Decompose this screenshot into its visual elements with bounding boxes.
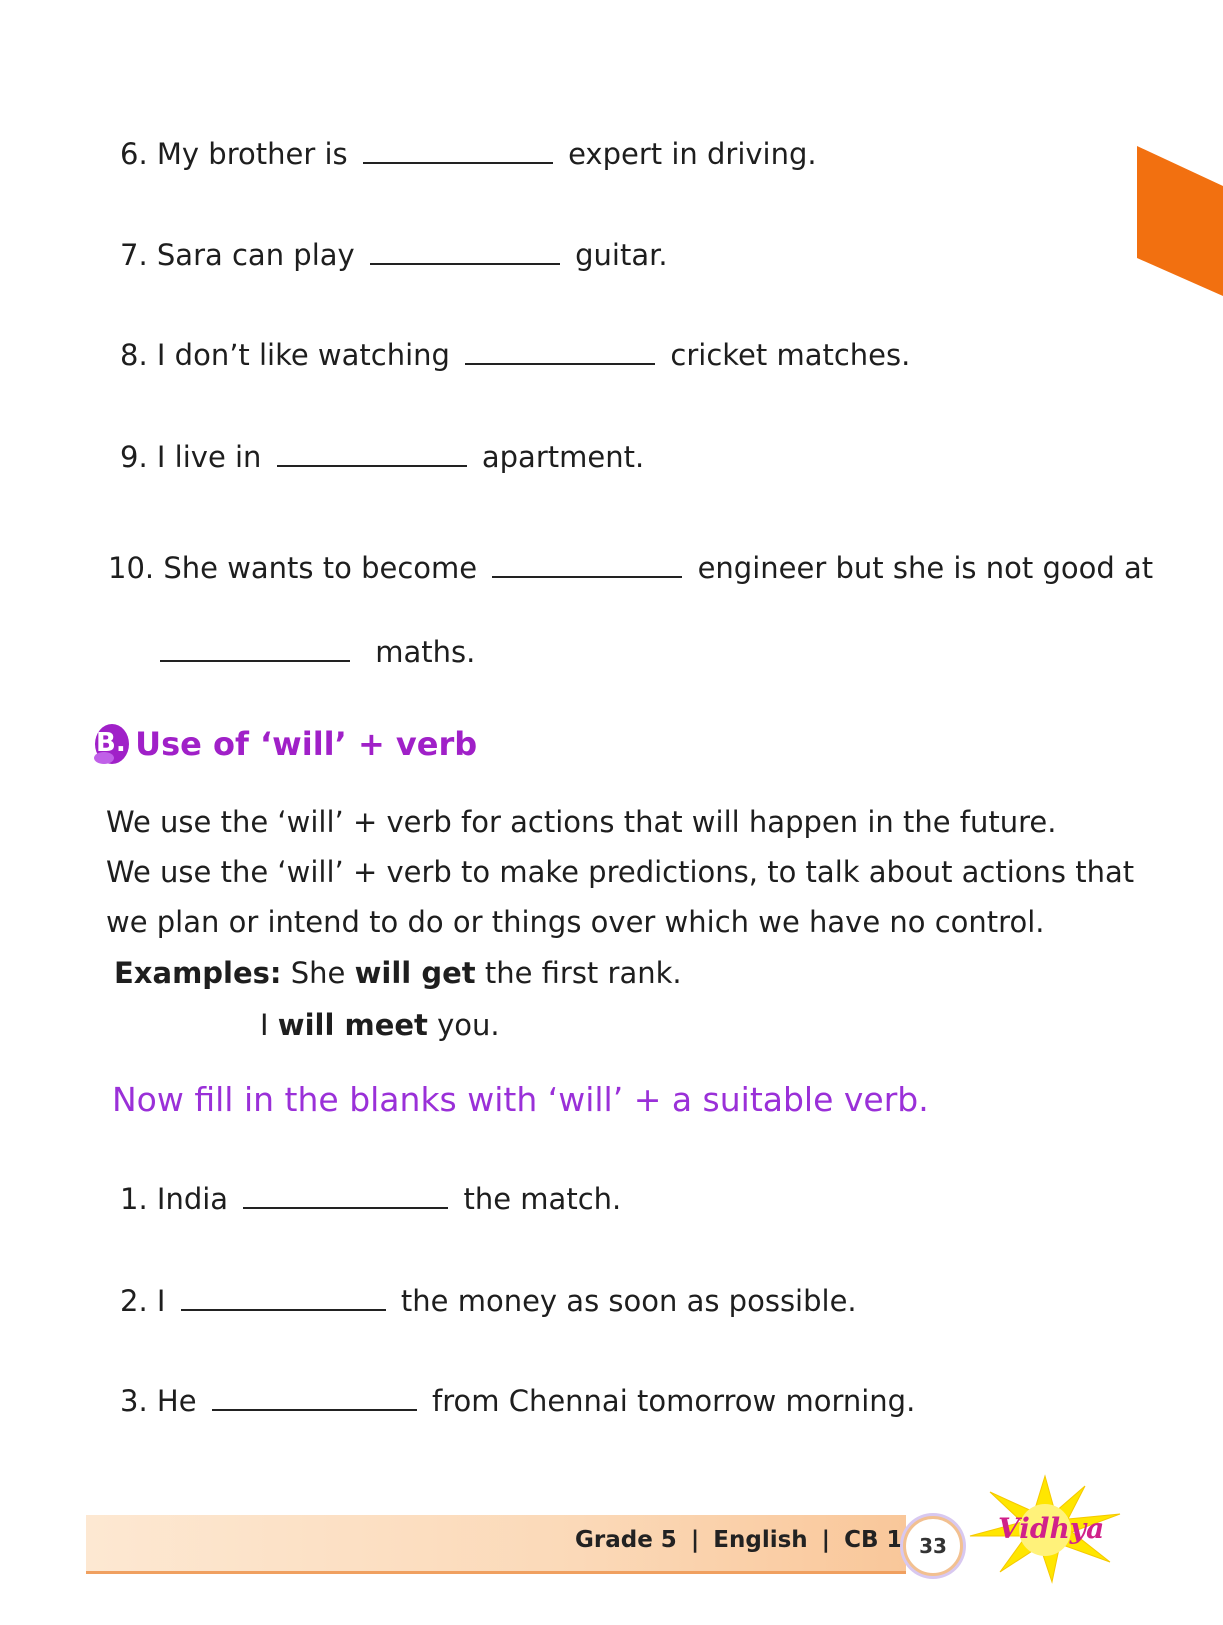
example-verb: will meet	[277, 1008, 428, 1042]
examples-label: Examples:	[114, 956, 282, 990]
example-text: I	[260, 1008, 269, 1042]
question-text: She wants to become	[163, 551, 478, 585]
answer-blank[interactable]	[212, 1408, 417, 1411]
explanation-line: We use the ‘will’ + verb for actions that will happen in the future.	[106, 805, 1057, 839]
question-number: 7.	[120, 238, 148, 272]
question-8	[120, 338, 910, 372]
question-text: I live in	[156, 440, 262, 474]
answer-blank[interactable]	[277, 464, 467, 467]
question-text: apartment.	[481, 440, 645, 474]
question-text: engineer but she is not good at	[697, 551, 1154, 585]
question-7	[120, 238, 668, 272]
explanation-paragraph	[106, 796, 1134, 946]
vidhya-logo	[960, 1474, 1130, 1584]
question-b-3	[120, 1384, 915, 1418]
question-9	[120, 440, 644, 474]
section-title: Use of ‘will’ + verb	[135, 725, 478, 763]
question-text: the money as soon as possible.	[400, 1284, 857, 1318]
answer-blank[interactable]	[160, 659, 350, 662]
question-text: maths.	[375, 635, 476, 669]
example-text: the first rank.	[484, 956, 682, 990]
footer-info	[575, 1527, 903, 1553]
question-b-2	[120, 1284, 857, 1318]
question-number: 9.	[120, 440, 148, 474]
example-1	[114, 947, 682, 999]
question-text: I don’t like watching	[156, 338, 450, 372]
question-text: expert in driving.	[568, 137, 817, 171]
question-number: 3.	[120, 1384, 148, 1418]
question-6	[120, 137, 817, 171]
footer-subject: English	[713, 1527, 808, 1553]
question-text: India	[156, 1182, 229, 1216]
question-text: from Chennai tomorrow morning.	[431, 1384, 916, 1418]
question-b-1	[120, 1182, 621, 1216]
exercise-instruction: Now fill in the blanks with ‘will’ + a suitable verb.	[112, 1080, 929, 1119]
question-number: 8.	[120, 338, 148, 372]
question-text: I	[156, 1284, 166, 1318]
question-number: 2.	[120, 1284, 148, 1318]
side-tab-decoration	[1137, 146, 1223, 296]
answer-blank[interactable]	[181, 1308, 386, 1311]
example-verb: will get	[354, 956, 476, 990]
example-text: you.	[437, 1008, 500, 1042]
logo-text: Vidhya	[998, 1512, 1105, 1545]
question-text: Sara can play	[156, 238, 355, 272]
question-10-continuation	[160, 635, 475, 669]
question-text: the match.	[463, 1182, 622, 1216]
question-text: He	[156, 1384, 197, 1418]
question-number: 6.	[120, 137, 148, 171]
answer-blank[interactable]	[465, 362, 655, 365]
question-text: cricket matches.	[670, 338, 911, 372]
example-2	[260, 999, 500, 1051]
question-text: guitar.	[575, 238, 668, 272]
footer-separator: |	[690, 1527, 700, 1553]
footer-book: CB 1	[844, 1527, 903, 1553]
explanation-line: we plan or intend to do or things over which we have no control.	[106, 905, 1045, 939]
badge-letter: B.	[96, 728, 126, 758]
page-number: 33	[903, 1516, 963, 1576]
explanation-line: We use the ‘will’ + verb to make predictions, to talk about actions that	[106, 855, 1135, 889]
question-10	[108, 551, 1153, 585]
section-b-heading	[90, 722, 477, 766]
answer-blank[interactable]	[363, 161, 553, 164]
question-number: 1.	[120, 1182, 148, 1216]
question-text: My brother is	[156, 137, 348, 171]
section-badge	[90, 722, 130, 766]
answer-blank[interactable]	[370, 262, 560, 265]
footer-grade: Grade 5	[575, 1527, 677, 1553]
answer-blank[interactable]	[243, 1206, 448, 1209]
question-number: 10.	[108, 551, 155, 585]
answer-blank[interactable]	[492, 575, 682, 578]
example-text: She	[290, 956, 346, 990]
footer-separator: |	[821, 1527, 831, 1553]
